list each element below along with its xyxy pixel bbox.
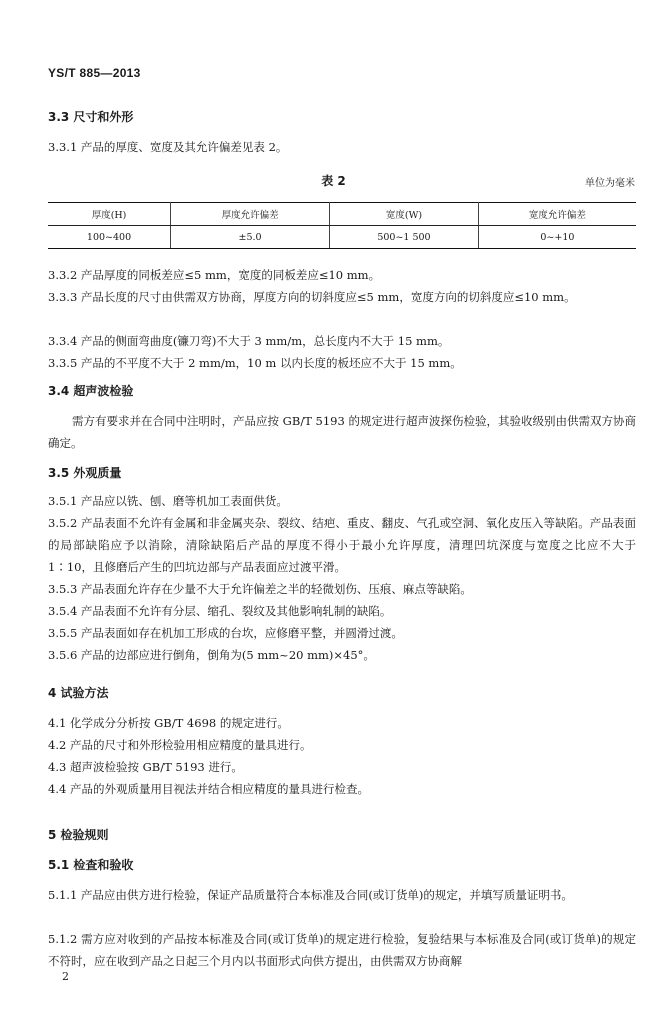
section-5-heading: 5 检验规则 [48,828,109,842]
col-header-thickness-tolerance: 厚度允许偏差 [171,203,330,226]
clause-4-1: 4.1 化学成分分析按 GB/T 4698 的规定进行。 [48,716,289,730]
clause-3-3-4: 3.3.4 产品的侧面弯曲度(镰刀弯)不大于 3 mm/m，总长度内不大于 15 mm。 [48,334,450,348]
section-3-5-heading: 3.5 外观质量 [48,466,122,480]
section-4-heading: 4 试验方法 [48,686,109,700]
clause-5-1-1: 5.1.1 产品应由供方进行检验，保证产品质量符合本标准及合同(或订货单)的规定，并填写质量证明书。 [48,888,573,902]
cell-width-tolerance: 0~+10 [478,226,636,249]
col-header-thickness: 厚度(H) [48,203,171,226]
clause-3-5-5: 3.5.5 产品表面如存在机加工形成的台坎，应修磨平整，并圆滑过渡。 [48,626,403,640]
col-header-width: 宽度(W) [330,203,479,226]
table-2-title: 表 2 [321,174,346,188]
document-id: YS/T 885—2013 [48,66,141,80]
clause-3-3-3: 3.3.3 产品长度的尺寸由供需双方协商，厚度方向的切斜度应≤5 mm，宽度方向的切斜度应≤10 mm。 [48,290,576,304]
clause-4-2: 4.2 产品的尺寸和外形检验用相应精度的量具进行。 [48,738,312,752]
page-number: 2 [62,970,69,983]
clause-3-5-2: 3.5.2 产品表面不允许有金属和非金属夹杂、裂纹、结疤、重皮、翻皮、气孔或空洞、氧化皮压入等缺陷。产品表面的局部缺陷应予以消除，清除缺陷后产品的厚度不得小于最小允许厚度，清理凹坑深度与宽度之比应不大于 1∶10，且修磨后产生的凹坑边部与产品表面应过渡平滑。 [48,516,636,574]
clause-3-5-3: 3.5.3 产品表面允许存在少量不大于允许偏差之半的轻微划伤、压痕、麻点等缺陷。 [48,582,472,596]
table-2 [48,202,636,249]
table-row [48,226,636,249]
cell-thickness: 100~400 [48,226,171,249]
clause-5-1-2: 5.1.2 需方应对收到的产品按本标准及合同(或订货单)的规定进行检验，复验结果与本标准及合同(或订货单)的规定不符时，应在收到产品之日起三个月内以书面形式向供方提出，由供需双方协商解 [48,932,636,968]
section-5-1-heading: 5.1 检查和验收 [48,858,134,872]
table-header-row [48,203,636,226]
clause-3-5-6: 3.5.6 产品的边部应进行倒角，倒角为(5 mm~20 mm)×45°。 [48,648,375,662]
clause-3-5-4: 3.5.4 产品表面不允许有分层、缩孔、裂纹及其他影响轧制的缺陷。 [48,604,392,618]
section-3-3-heading: 3.3 尺寸和外形 [48,110,134,124]
table-2-unit: 单位为毫米 [585,178,635,189]
clause-3-3-2: 3.3.2 产品厚度的同板差应≤5 mm，宽度的同板差应≤10 mm。 [48,268,381,282]
clause-4-4: 4.4 产品的外观质量用目视法并结合相应精度的量具进行检查。 [48,782,369,796]
cell-width: 500~1 500 [330,226,479,249]
section-3-4-heading: 3.4 超声波检验 [48,384,134,398]
clause-3-3-5: 3.3.5 产品的不平度不大于 2 mm/m，10 m 以内长度的板坯应不大于 15 mm。 [48,356,462,370]
col-header-width-tolerance: 宽度允许偏差 [478,203,636,226]
cell-thickness-tolerance: ±5.0 [171,226,330,249]
clause-4-3: 4.3 超声波检验按 GB/T 5193 进行。 [48,760,243,774]
clause-3-3-1: 3.3.1 产品的厚度、宽度及其允许偏差见表 2。 [48,140,288,154]
clause-3-5-1: 3.5.1 产品应以铣、刨、磨等机加工表面供货。 [48,494,288,508]
clause-3-4-text: 需方有要求并在合同中注明时，产品应按 GB/T 5193 的规定进行超声波探伤检验，其验收级别由供需双方协商确定。 [48,414,636,450]
